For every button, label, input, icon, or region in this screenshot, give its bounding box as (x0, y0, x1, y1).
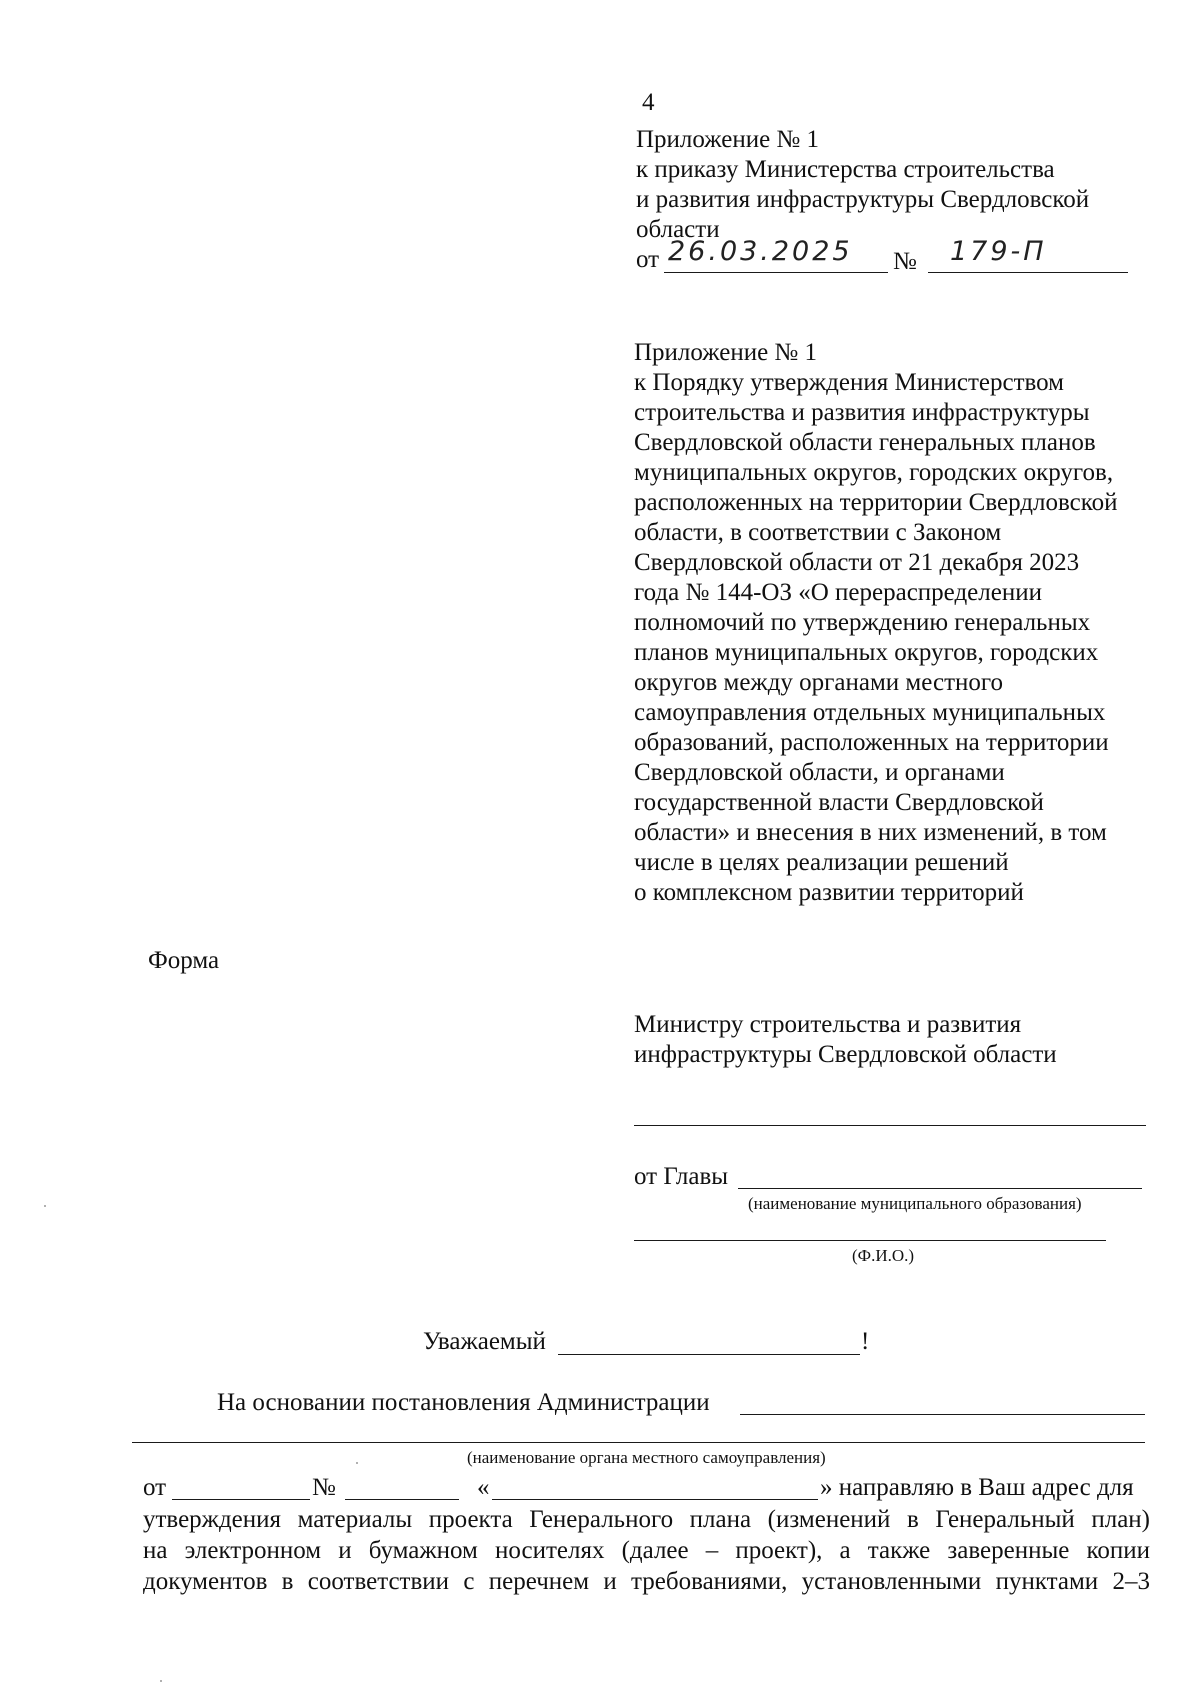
addressee-line1: Министру строительства и развития (634, 1011, 1022, 1038)
appendix-procedure-line: муниципальных округов, городских округов, (634, 459, 1114, 486)
decree-number-label: № (312, 1474, 336, 1501)
appendix-procedure-line: строительства и развития инфраструктуры (634, 399, 1090, 426)
appendix-procedure-line: государственной власти Свердловской (634, 789, 1044, 816)
order-number-handwritten: 179-П (950, 236, 1047, 267)
appendix-procedure-line: полномочий по утверждению генеральных (634, 609, 1091, 636)
order-number-underline (928, 272, 1128, 273)
decree-date-underline (172, 1499, 310, 1500)
appendix-procedure-line: самоуправления отдельных муниципальных (634, 699, 1106, 726)
fio-underline (634, 1240, 1106, 1241)
fio-caption: (Ф.И.О.) (852, 1246, 915, 1265)
decree-quote-open: « (477, 1474, 490, 1501)
addressee-blank-line (634, 1125, 1146, 1126)
municipality-caption: (наименование муниципального образования) (748, 1194, 1082, 1213)
appendix-procedure-line: о комплексном развитии территорий (634, 879, 1024, 906)
authority-caption: (наименование органа местного самоуправления) (467, 1448, 826, 1467)
scan-speck (356, 1462, 358, 1464)
appendix-procedure-line: области, в соответствии с Законом (634, 519, 1002, 546)
body-intro: На основании постановления Администрации (217, 1389, 710, 1416)
order-number-label: № (893, 248, 917, 275)
decree-number-underline (345, 1499, 459, 1500)
appendix-procedure-line: года № 144-ОЗ «О перераспределении (634, 579, 1042, 606)
appendix-procedure-block (634, 338, 1117, 908)
appendix-procedure-line: к Порядку утверждения Министерством (634, 369, 1064, 396)
appendix-procedure-line: Свердловской области от 21 декабря 2023 (634, 549, 1080, 576)
body-line3: на электронном и бумажном носителях (далее – проект), а также заверенные копии (143, 1537, 1150, 1564)
appendix-procedure-line: области» и внесения в них изменений, в том (634, 819, 1107, 846)
appendix-procedure-line: Свердловской области, и органами (634, 759, 1005, 786)
decree-date-label: от (143, 1474, 167, 1501)
salutation-underline (558, 1354, 860, 1355)
appendix-procedure-line: Свердловской области генеральных планов (634, 429, 1096, 456)
order-date-label: от (636, 246, 660, 273)
addressee-line2: инфраструктуры Свердловской области (634, 1041, 1057, 1068)
appendix-procedure-line: расположенных на территории Свердловской (634, 489, 1118, 516)
form-label: Форма (148, 947, 220, 974)
scan-speck (160, 1680, 162, 1682)
page-number: 4 (642, 89, 655, 116)
appendix-procedure-line: планов муниципальных округов, городских (634, 639, 1099, 666)
scan-speck (44, 1205, 46, 1207)
body-line2: утверждения материалы проекта Генерального плана (изменений в Генеральный план) (143, 1506, 1150, 1533)
municipality-underline (738, 1188, 1142, 1189)
from-head-label: от Главы (634, 1163, 729, 1190)
appendix-order-line4: области (636, 216, 720, 243)
decree-title-underline (492, 1499, 818, 1500)
appendix-procedure-line: числе в целях реализации решений (634, 849, 1009, 876)
administration-underline (740, 1414, 1145, 1415)
decree-quote-rest: » направляю в Ваш адрес для (820, 1474, 1134, 1501)
appendix-order-line2: к приказу Министерства строительства (636, 156, 1055, 183)
appendix-procedure-line: Приложение № 1 (634, 339, 818, 366)
body-line4: документов в соответствии с перечнем и требованиями, установленными пунктами 2–3 (143, 1568, 1150, 1595)
salutation-exclamation: ! (861, 1328, 870, 1355)
authority-full-line (132, 1442, 1145, 1443)
appendix-procedure-line: образований, расположенных на территории (634, 729, 1109, 756)
appendix-procedure-line: округов между органами местного (634, 669, 1004, 696)
appendix-order-line1: Приложение № 1 (636, 126, 820, 153)
order-date-handwritten: 26.03.2025 (668, 236, 853, 267)
order-date-underline (664, 272, 888, 273)
appendix-order-line3: и развития инфраструктуры Свердловской (636, 186, 1090, 213)
salutation-text: Уважаемый (423, 1328, 546, 1355)
